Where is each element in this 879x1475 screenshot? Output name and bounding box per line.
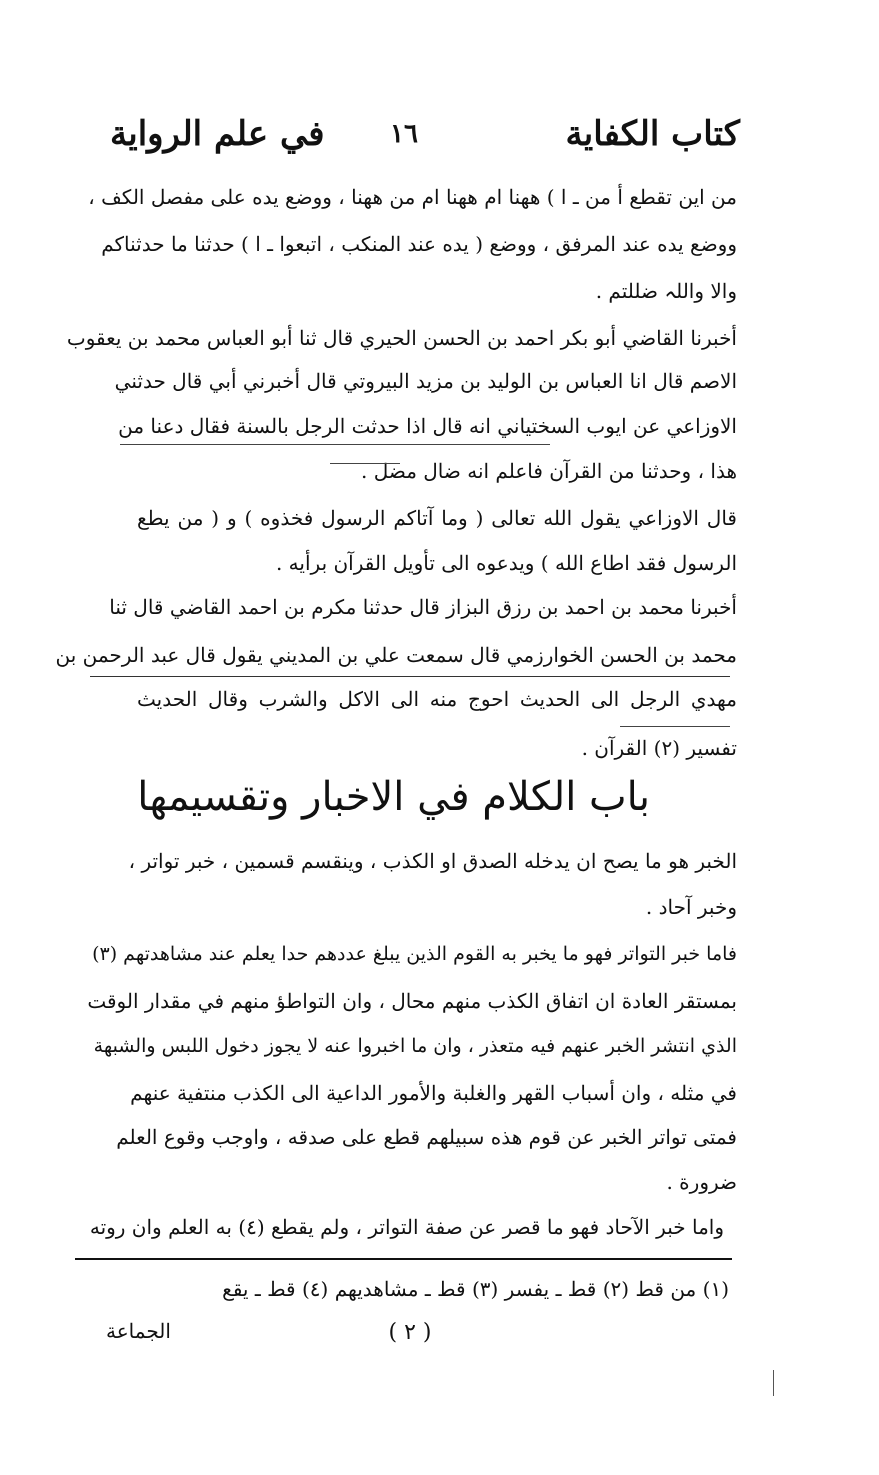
body-line: أخبرنا القاضي أبو بكر احمد بن الحسن الحيري قال ثنا أبو العباس محمد بن يعقوب xyxy=(66,326,737,350)
body-line: الذي انتشر الخبر عنهم فيه متعذر ، وان ما اخبروا عنه لا يجوز دخول اللبس والشبهة xyxy=(93,1035,737,1057)
body-line: الاوزاعي عن ايوب السختياني انه قال اذا حدثت الرجل بالسنة فقال دعنا من xyxy=(118,414,737,438)
body-line: والا واللہ ضللتم . xyxy=(595,279,737,303)
body-line: قال الاوزاعي يقول الله تعالى ( وما آتاكم الرسول فخذوه ) و ( من يطع xyxy=(137,506,737,530)
underline-mark xyxy=(330,463,400,464)
section-title: باب الكلام في الاخبار وتقسيمها xyxy=(137,774,650,820)
signature-mark: ( ٢ ) xyxy=(388,1320,432,1345)
scan-mark xyxy=(773,1370,774,1396)
body-line: تفسير (٢) القرآن . xyxy=(581,736,737,760)
body-line: بمستقر العادة ان اتفاق الكذب منهم محال ، وان التواطؤ منهم في مقدار الوقت xyxy=(87,989,737,1013)
body-line: ضرورة . xyxy=(666,1170,737,1194)
page-number: ١٦ xyxy=(390,119,418,149)
page-header xyxy=(100,112,740,162)
underline-mark xyxy=(90,676,730,677)
body-line: واما خبر الآحاد فهو ما قصر عن صفة التواتر ، ولم يقطع (٤) به العلم وان روته xyxy=(89,1215,724,1239)
body-line: الاصم قال انا العباس بن الوليد بن مزيد البيروتي قال أخبرني أبي قال حدثني xyxy=(114,369,737,393)
body-line: فمتى تواتر الخبر عن قوم هذه سبيلهم قطع على صدقه ، واوجب وقوع العلم xyxy=(116,1125,737,1149)
underline-mark xyxy=(120,444,550,445)
body-line: وخبر آحاد . xyxy=(645,895,737,919)
body-line: الخبر هو ما يصح ان يدخله الصدق او الكذب ، وينقسم قسمين ، خبر تواتر ، xyxy=(128,849,737,873)
body-line: مهدي الرجل الى الحديث احوج منه الى الاكل والشرب وقال الحديث xyxy=(137,687,737,711)
book-subtitle: في علم الرواية xyxy=(110,114,325,154)
footnote: (١) من قط (٢) قط ـ يفسر (٣) قط ـ مشاهديهم (٤) قط ـ يقع xyxy=(222,1277,729,1301)
body-line: محمد بن الحسن الخوارزمي قال سمعت علي بن المديني يقول قال عبد الرحمن بن xyxy=(55,643,737,667)
underline-mark xyxy=(620,726,730,727)
body-line: ووضع يده عند المرفق ، ووضع ( يده عند المنكب ، اتبعوا ـ ا ) حدثنا ما حدثناكم xyxy=(101,232,737,256)
book-title: كتاب الكفاية xyxy=(565,114,740,154)
body-line: فاما خبر التواتر فهو ما يخبر به القوم الذين يبلغ عددهم حدا يعلم عند مشاهدتهم (٣) xyxy=(92,943,737,965)
body-line: أخبرنا محمد بن احمد بن رزق البزاز قال حدثنا مكرم بن احمد القاضي قال ثنا xyxy=(109,595,737,619)
catchword: الجماعة xyxy=(106,1319,171,1343)
body-line: في مثله ، وان أسباب القهر والغلبة والأمور الداعية الى الكذب منتفية عنهم xyxy=(130,1081,737,1105)
body-line: هذا ، وحدثنا من القرآن فاعلم انه ضال مضل . xyxy=(360,459,737,483)
body-line: من اين تقطع أ من ـ ا ) ههنا ام ههنا ام من ههنا ، ووضع يده على مفصل الكف ، xyxy=(88,185,737,209)
body-line: الرسول فقد اطاع الله ) ويدعوه الى تأويل القرآن برأيه . xyxy=(275,551,737,575)
footnote-divider xyxy=(75,1258,732,1260)
